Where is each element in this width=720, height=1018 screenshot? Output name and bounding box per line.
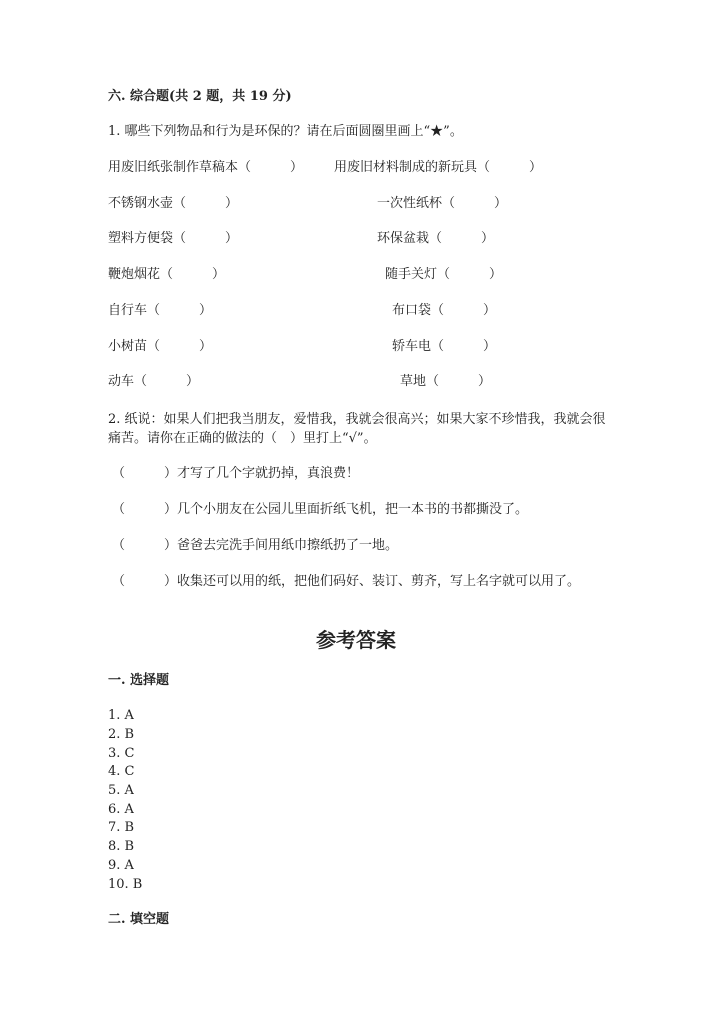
q2-item: （ ）收集还可以用的纸，把他们码好、装订、剪齐，写上名字就可以用了。 (112, 574, 581, 589)
answer-item: 6. A (108, 802, 134, 817)
q2-item: （ ）爸爸去完洗手间用纸巾擦纸扔了一地。 (112, 538, 399, 553)
q1-item: 鞭炮烟花（ ） (108, 267, 226, 282)
answer-item: 2. B (108, 727, 135, 742)
answer-item: 7. B (108, 820, 135, 835)
q1-item: 动车（ ） (108, 374, 200, 389)
q1-item: 塑料方便袋（ ） (108, 231, 239, 246)
q1-item: 一次性纸杯（ ） (377, 196, 508, 211)
answer-item: 4. C (108, 764, 135, 779)
answers-part2-title: 二. 填空题 (108, 912, 170, 927)
question-2-prompt: 2. 纸说：如果人们把我当朋友，爱惜我，我就会很高兴；如果大家不珍惜我，我就会很痛苦。请你在正确的做法的（ ）里打上“√”。 (108, 412, 606, 446)
q1-item: 布口袋（ ） (392, 303, 497, 318)
answer-item: 5. A (108, 783, 134, 798)
answer-item: 8. B (108, 839, 135, 854)
q1-item: 草地（ ） (400, 374, 492, 389)
q1-item: 自行车（ ） (108, 303, 213, 318)
answer-item: 3. C (108, 746, 135, 761)
q1-item: 用废旧纸张制作草稿本（ ） (108, 160, 304, 175)
q1-item: 小树苗（ ） (108, 339, 213, 354)
section-title: 六. 综合题(共 2 题，共 19 分) (108, 89, 292, 104)
q1-item: 轿车电（ ） (392, 339, 497, 354)
answers-part1-title: 一. 选择题 (108, 673, 170, 688)
q2-item: （ ）才写了几个字就扔掉，真浪费！ (112, 466, 360, 481)
q1-item: 用废旧材料制成的新玩具（ ） (334, 160, 543, 175)
answer-item: 10. B (108, 877, 143, 892)
answer-item: 9. A (108, 858, 134, 873)
question-1-prompt: 1. 哪些下列物品和行为是环保的？请在后面圆圈里画上“★”。 (108, 124, 463, 139)
answer-item: 1. A (108, 708, 134, 723)
q1-item: 环保盆栽（ ） (377, 231, 495, 246)
answers-title: 参考答案 (316, 628, 396, 652)
q2-item: （ ）几个小朋友在公园儿里面折纸飞机，把一本书的书都撕没了。 (112, 502, 529, 517)
q1-item: 不锈钢水壶（ ） (108, 196, 239, 211)
q1-item: 随手关灯（ ） (385, 267, 503, 282)
